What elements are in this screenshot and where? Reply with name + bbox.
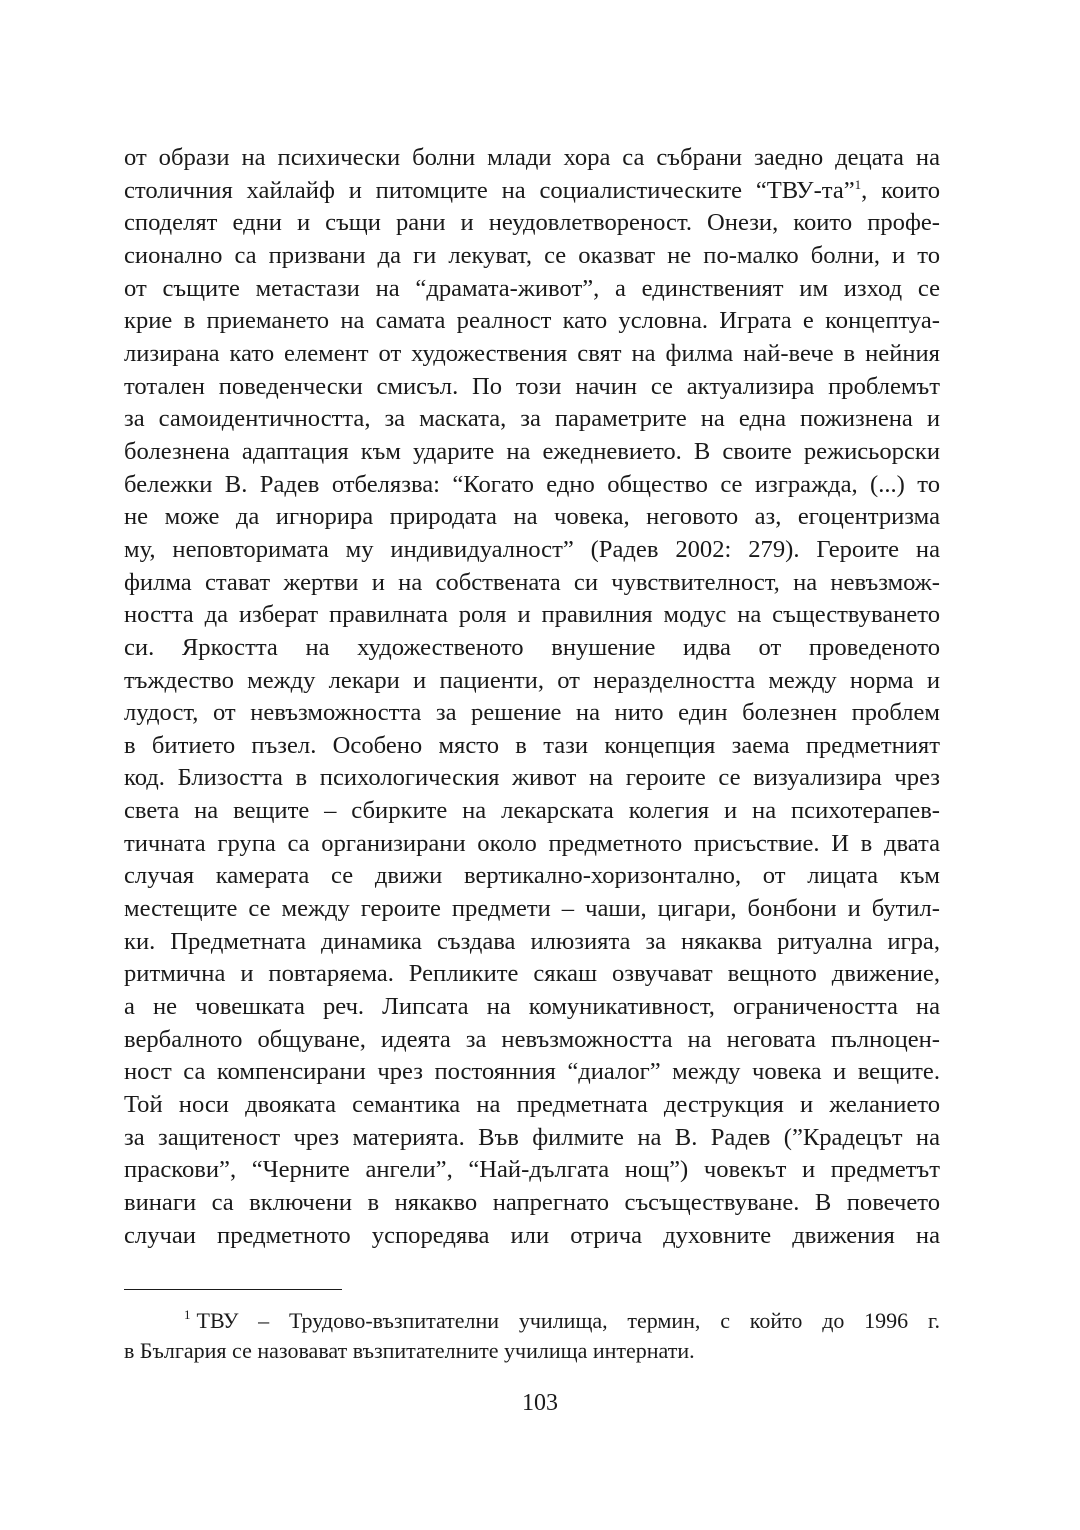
body-line: ност са компенсирани чрез постоянния “диалог” между човека и вещите.: [124, 1058, 940, 1086]
body-line: сионално са призвани да ги лекуват, се оказват не по-малко болни, и то: [124, 241, 940, 269]
body-line: от образи на психически болни млади хора са събрани заедно децата на: [124, 144, 940, 171]
body-line: си. Яркостта на художественото внушение идва от проведеното: [124, 633, 940, 661]
body-line: му, неповторимата му индивидуалност” (Радев 2002: 279). Героите на: [124, 535, 940, 563]
body-line-text-tail: , които: [861, 176, 940, 204]
body-line: не може да игнорира природата на човека, неговото аз, егоцентризма: [124, 503, 940, 531]
body-line: лизирана като елемент от художествения свят на филма най-вече в нейния: [124, 339, 940, 367]
body-line: случаи предметното успоредява или отрича духовните движения на: [124, 1221, 940, 1249]
body-line: споделят едни и същи рани и неудовлетвореност. Онези, които профе-: [124, 209, 940, 237]
body-line: праскови”, “Черните ангели”, “Най-дългата нощ”) човекът и предметът: [124, 1156, 940, 1184]
footnote-divider: [124, 1289, 342, 1290]
footnote-mark: 1: [184, 1307, 191, 1322]
body-line: филма стават жертви и на собствената си чувствителност, на невъзмож-: [124, 568, 940, 596]
body-line: за самоидентичността, за маската, за параметрите на една пожизнена и: [124, 405, 940, 433]
body-line: в битието пъзел. Особено място в тази концепция заема предметният: [124, 731, 940, 759]
body-line: крие в приемането на самата реалност като условна. Играта е концептуа-: [124, 307, 940, 335]
body-line: лудост, от невъзможността за решение на нито един болезнен проблем: [124, 699, 940, 727]
footnote: [124, 1306, 940, 1366]
body-line: болезнена адаптация към ударите на ежедневието. В своите режисьорски: [124, 437, 940, 465]
body-line: тотален поведенчески смисъл. По този начин се актуализира проблемът: [124, 372, 940, 400]
body-line-text: столичния хайлайф и питомците на социалистическите “ТВУ-та”: [124, 176, 855, 204]
body-line: а не човешката реч. Липсата на комуникативност, ограничеността на: [124, 993, 940, 1021]
body-line: тъждество между лекари и пациенти, от неразделността между норма и: [124, 666, 940, 694]
body-line: бележки В. Радев отбелязва: “Когато едно общество се изгражда, (...) то: [124, 470, 940, 498]
footnote-text: ТВУ – Трудово-възпитателни училища, термин, с който до 1996 г.: [196, 1308, 940, 1333]
body-line: винаги са включени в някакво напрегнато съсъществуване. В повечето: [124, 1189, 940, 1216]
body-line: случая камерата се движи вертикално-хоризонтално, от лицата към: [124, 862, 940, 890]
body-line-with-footnote-ref: [124, 175, 940, 208]
footnote-line: [124, 1306, 940, 1336]
body-line: ки. Предметната динамика създава илюзията за някаква ритуална игра,: [124, 927, 940, 955]
body-line: ността да изберат правилната роля и правилния модус на съществуването: [124, 601, 940, 629]
body-line: Той носи двояката семантика на предметната деструкция и желанието: [124, 1091, 940, 1119]
body-line: за защитеност чрез материята. Във филмите на В. Радев (”Крадецът на: [124, 1123, 940, 1151]
body-line: ритмична и повтаряема. Репликите сякаш озвучават вещното движение,: [124, 960, 940, 988]
footnote-line: в България се назовават възпитателните училища интернати.: [124, 1338, 695, 1363]
body-line: местещите се между героите предмети – чаши, цигари, бонбони и бутил-: [124, 895, 940, 923]
body-line: код. Близостта в психологическия живот на героите се визуализира чрез: [124, 764, 940, 792]
body-line: от същите метастази на “драмата-живот”, а единственият им изход се: [124, 274, 940, 302]
footnote-reference[interactable]: 1: [854, 176, 862, 192]
page-number: 103: [522, 1390, 558, 1416]
body-line: света на вещите – сбирките на лекарската колегия и на психотерапев-: [124, 797, 940, 825]
body-line: вербалното общуване, идеята за невъзможността на неговата пълноцен-: [124, 1025, 940, 1053]
body-line: тичната група са организирани около предметното присъствие. И в двата: [124, 829, 940, 857]
body-text: [124, 142, 940, 1252]
